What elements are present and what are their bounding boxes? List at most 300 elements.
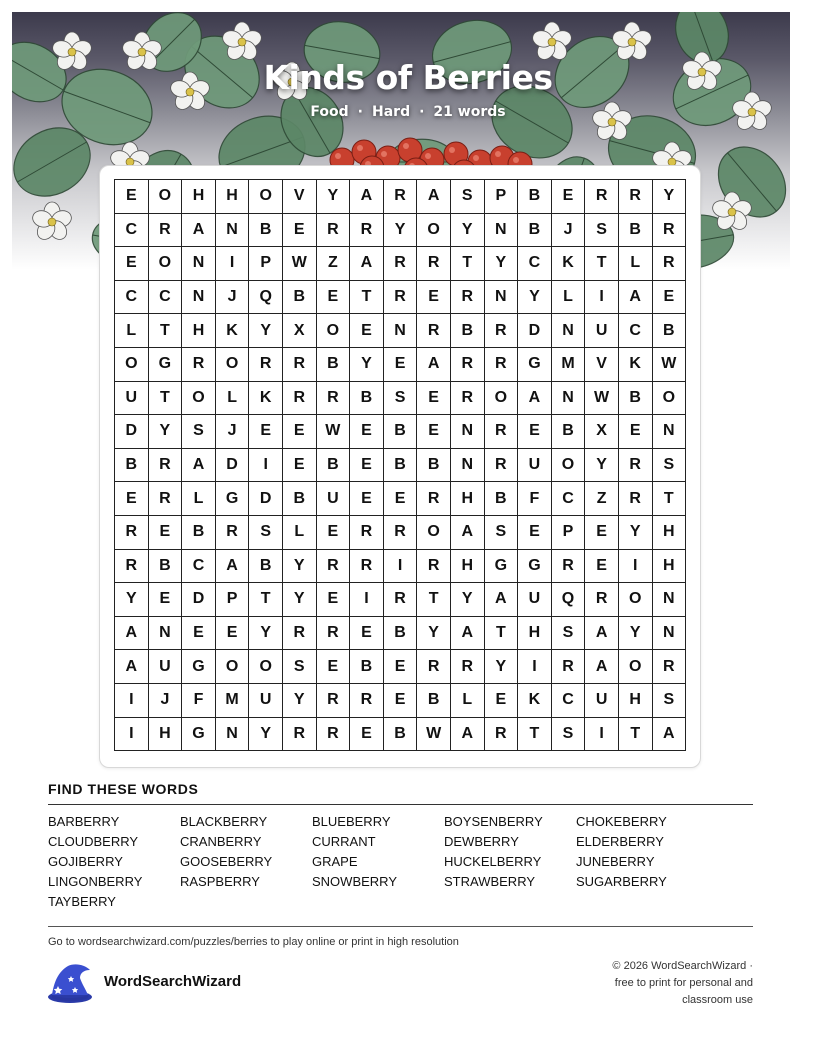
grid-cell: E — [417, 415, 451, 449]
grid-cell: A — [417, 180, 451, 214]
grid-cell: A — [518, 382, 552, 416]
grid-cell: E — [317, 583, 351, 617]
word-list-item: HUCKELBERRY — [444, 854, 542, 869]
grid-cell: R — [317, 382, 351, 416]
grid-cell: I — [115, 684, 149, 718]
grid-cell: Z — [317, 247, 351, 281]
grid-cell: E — [417, 281, 451, 315]
grid-cell: R — [115, 550, 149, 584]
brand-name: WordSearchWizard — [104, 973, 242, 990]
grid-cell: W — [283, 247, 317, 281]
grid-cell: B — [317, 348, 351, 382]
grid-cell: P — [216, 583, 250, 617]
grid-cell: Z — [585, 482, 619, 516]
word-list-item: CURRANT — [312, 834, 376, 849]
grid-cell: A — [417, 348, 451, 382]
grid-cell: K — [518, 684, 552, 718]
grid-cell: N — [485, 281, 519, 315]
grid-cell: O — [485, 382, 519, 416]
grid-cell: R — [384, 247, 418, 281]
grid-cell: O — [149, 180, 183, 214]
grid-cell: G — [216, 482, 250, 516]
grid-cell: Y — [249, 617, 283, 651]
grid-cell: D — [249, 482, 283, 516]
grid-cell: Y — [249, 718, 283, 752]
letter-grid — [114, 179, 686, 751]
grid-cell: I — [619, 550, 653, 584]
grid-cell: P — [552, 516, 586, 550]
grid-cell: O — [417, 214, 451, 248]
grid-cell: J — [552, 214, 586, 248]
grid-cell: E — [182, 617, 216, 651]
grid-cell: N — [451, 415, 485, 449]
grid-cell: E — [350, 617, 384, 651]
grid-cell: Y — [249, 314, 283, 348]
grid-cell: R — [384, 516, 418, 550]
grid-cell: R — [350, 550, 384, 584]
grid-cell: R — [653, 214, 687, 248]
grid-cell: L — [619, 247, 653, 281]
grid-cell: G — [518, 348, 552, 382]
grid-cell: O — [619, 650, 653, 684]
grid-cell: B — [451, 314, 485, 348]
grid-cell: I — [249, 449, 283, 483]
grid-cell: O — [653, 382, 687, 416]
grid-cell: D — [182, 583, 216, 617]
grid-cell: J — [216, 281, 250, 315]
grid-cell: K — [249, 382, 283, 416]
grid-cell: X — [283, 314, 317, 348]
grid-cell: R — [451, 382, 485, 416]
grid-cell: B — [485, 482, 519, 516]
grid-cell: U — [585, 684, 619, 718]
grid-cell: B — [417, 684, 451, 718]
grid-cell: H — [451, 482, 485, 516]
grid-cell: B — [182, 516, 216, 550]
grid-cell: A — [350, 247, 384, 281]
word-count-label: 21 words — [433, 104, 506, 120]
word-list-item: BLACKBERRY — [180, 814, 268, 829]
grid-cell: E — [518, 516, 552, 550]
grid-cell: E — [350, 449, 384, 483]
grid-cell: K — [619, 348, 653, 382]
grid-cell: H — [518, 617, 552, 651]
grid-cell: B — [249, 214, 283, 248]
grid-cell: Y — [653, 180, 687, 214]
word-list-item: BOYSENBERRY — [444, 814, 543, 829]
grid-cell: S — [552, 718, 586, 752]
grid-cell: Y — [283, 550, 317, 584]
grid-cell: R — [384, 583, 418, 617]
grid-cell: R — [619, 180, 653, 214]
category-label: Food — [310, 104, 349, 120]
grid-cell: C — [115, 281, 149, 315]
grid-cell: C — [552, 684, 586, 718]
grid-cell: O — [249, 180, 283, 214]
grid-cell: B — [317, 449, 351, 483]
grid-cell: E — [115, 482, 149, 516]
grid-cell: Y — [350, 348, 384, 382]
word-list-item: JUNEBERRY — [576, 854, 655, 869]
grid-cell: I — [585, 718, 619, 752]
meta-separator: · — [357, 104, 363, 120]
grid-cell: U — [317, 482, 351, 516]
grid-cell: B — [350, 650, 384, 684]
meta-separator: · — [419, 104, 425, 120]
grid-cell: A — [182, 449, 216, 483]
grid-cell: C — [619, 314, 653, 348]
grid-cell: E — [417, 382, 451, 416]
grid-cell: P — [485, 180, 519, 214]
grid-cell: Y — [451, 214, 485, 248]
word-list-item: RASPBERRY — [180, 874, 260, 889]
grid-cell: Y — [317, 180, 351, 214]
grid-cell: S — [653, 684, 687, 718]
grid-cell: W — [317, 415, 351, 449]
grid-cell: U — [518, 449, 552, 483]
grid-cell: M — [216, 684, 250, 718]
grid-cell: E — [249, 415, 283, 449]
grid-cell: O — [216, 650, 250, 684]
grid-cell: V — [585, 348, 619, 382]
grid-cell: Q — [249, 281, 283, 315]
grid-cell: T — [653, 482, 687, 516]
grid-cell: R — [384, 180, 418, 214]
grid-cell: G — [149, 348, 183, 382]
grid-cell: C — [149, 281, 183, 315]
grid-cell: R — [619, 482, 653, 516]
grid-cell: E — [149, 583, 183, 617]
grid-cell: O — [115, 348, 149, 382]
grid-cell: R — [653, 247, 687, 281]
grid-cell: J — [216, 415, 250, 449]
grid-cell: N — [149, 617, 183, 651]
grid-cell: U — [518, 583, 552, 617]
word-list-item: CRANBERRY — [180, 834, 262, 849]
grid-cell: O — [317, 314, 351, 348]
grid-cell: B — [384, 617, 418, 651]
grid-cell: R — [350, 516, 384, 550]
word-list-item: BARBERRY — [48, 814, 120, 829]
grid-cell: N — [485, 214, 519, 248]
grid-cell: E — [350, 314, 384, 348]
grid-cell: E — [518, 415, 552, 449]
grid-cell: S — [182, 415, 216, 449]
grid-cell: B — [619, 214, 653, 248]
grid-cell: Y — [283, 684, 317, 718]
word-list-item: CHOKEBERRY — [576, 814, 667, 829]
grid-cell: Y — [619, 516, 653, 550]
grid-cell: T — [417, 583, 451, 617]
grid-cell: A — [115, 650, 149, 684]
grid-cell: N — [216, 718, 250, 752]
grid-cell: R — [283, 382, 317, 416]
grid-cell: C — [182, 550, 216, 584]
grid-cell: L — [283, 516, 317, 550]
page-title: Kinds of Berries — [263, 58, 553, 97]
grid-cell: R — [283, 348, 317, 382]
grid-cell: T — [350, 281, 384, 315]
grid-cell: G — [518, 550, 552, 584]
grid-cell: R — [417, 550, 451, 584]
grid-cell: G — [182, 650, 216, 684]
grid-cell: R — [149, 214, 183, 248]
grid-cell: D — [115, 415, 149, 449]
grid-cell: E — [115, 180, 149, 214]
word-list-item: TAYBERRY — [48, 894, 116, 909]
grid-cell: B — [283, 482, 317, 516]
grid-cell: E — [384, 348, 418, 382]
grid-cell: S — [384, 382, 418, 416]
grid-cell: R — [485, 718, 519, 752]
grid-cell: E — [350, 415, 384, 449]
grid-cell: T — [149, 314, 183, 348]
difficulty-label: Hard — [372, 104, 411, 120]
grid-cell: Y — [619, 617, 653, 651]
grid-cell: A — [585, 650, 619, 684]
grid-cell: B — [653, 314, 687, 348]
grid-cell: Y — [283, 583, 317, 617]
grid-cell: T — [451, 247, 485, 281]
grid-cell: R — [451, 281, 485, 315]
grid-cell: I — [384, 550, 418, 584]
grid-cell: O — [249, 650, 283, 684]
grid-cell: R — [350, 684, 384, 718]
grid-cell: U — [115, 382, 149, 416]
grid-cell: R — [485, 415, 519, 449]
grid-cell: S — [451, 180, 485, 214]
grid-cell: R — [417, 247, 451, 281]
grid-cell: R — [317, 550, 351, 584]
grid-cell: R — [417, 314, 451, 348]
grid-cell: B — [384, 718, 418, 752]
copyright-line: © 2026 WordSearchWizard · — [612, 960, 753, 972]
grid-cell: R — [619, 449, 653, 483]
grid-cell: N — [384, 314, 418, 348]
grid-cell: R — [451, 650, 485, 684]
divider — [48, 926, 753, 927]
grid-cell: I — [585, 281, 619, 315]
grid-cell: I — [518, 650, 552, 684]
word-list-item: GOJIBERRY — [48, 854, 123, 869]
grid-cell: R — [485, 449, 519, 483]
grid-cell: L — [552, 281, 586, 315]
grid-cell: R — [317, 684, 351, 718]
grid-cell: N — [653, 583, 687, 617]
copyright-line: free to print for personal and — [614, 977, 753, 989]
grid-cell: E — [384, 650, 418, 684]
grid-cell: A — [451, 617, 485, 651]
grid-cell: R — [384, 281, 418, 315]
grid-cell: A — [485, 583, 519, 617]
grid-cell: H — [619, 684, 653, 718]
grid-cell: Y — [115, 583, 149, 617]
grid-cell: N — [182, 247, 216, 281]
grid-cell: E — [384, 482, 418, 516]
grid-cell: E — [283, 415, 317, 449]
grid-cell: Y — [384, 214, 418, 248]
grid-cell: H — [653, 550, 687, 584]
grid-cell: V — [283, 180, 317, 214]
grid-cell: R — [552, 650, 586, 684]
grid-cell: R — [653, 650, 687, 684]
grid-cell: I — [350, 583, 384, 617]
grid-cell: C — [552, 482, 586, 516]
grid-cell: B — [552, 415, 586, 449]
grid-cell: R — [317, 214, 351, 248]
grid-cell: B — [518, 180, 552, 214]
grid-cell: E — [585, 516, 619, 550]
grid-cell: K — [216, 314, 250, 348]
grid-cell: Y — [451, 583, 485, 617]
word-list-item: ELDERBERRY — [576, 834, 664, 849]
grid-cell: E — [485, 684, 519, 718]
grid-cell: L — [115, 314, 149, 348]
grid-cell: S — [653, 449, 687, 483]
grid-cell: N — [552, 314, 586, 348]
grid-cell: R — [317, 617, 351, 651]
copyright-line: classroom use — [682, 994, 753, 1006]
divider — [48, 804, 753, 805]
grid-cell: T — [518, 718, 552, 752]
grid-cell: K — [552, 247, 586, 281]
grid-cell: A — [451, 516, 485, 550]
grid-cell: U — [249, 684, 283, 718]
flower-icon — [31, 202, 74, 243]
grid-cell: E — [350, 482, 384, 516]
grid-cell: B — [384, 449, 418, 483]
grid-cell: E — [216, 617, 250, 651]
grid-cell: F — [518, 482, 552, 516]
grid-cell: P — [249, 247, 283, 281]
grid-cell: E — [317, 516, 351, 550]
grid-cell: R — [552, 550, 586, 584]
grid-cell: Y — [417, 617, 451, 651]
grid-cell: R — [283, 718, 317, 752]
grid-cell: B — [115, 449, 149, 483]
grid-cell: A — [585, 617, 619, 651]
grid-cell: L — [216, 382, 250, 416]
grid-cell: O — [552, 449, 586, 483]
grid-cell: I — [115, 718, 149, 752]
grid-cell: X — [585, 415, 619, 449]
grid-cell: T — [249, 583, 283, 617]
grid-cell: N — [653, 617, 687, 651]
grid-cell: B — [283, 281, 317, 315]
grid-cell: Y — [518, 281, 552, 315]
copyright-notice — [553, 958, 753, 1009]
grid-cell: Q — [552, 583, 586, 617]
grid-cell: B — [518, 214, 552, 248]
grid-cell: A — [216, 550, 250, 584]
word-list — [48, 812, 753, 912]
grid-cell: R — [585, 180, 619, 214]
grid-cell: C — [115, 214, 149, 248]
grid-cell: G — [182, 718, 216, 752]
grid-cell: D — [216, 449, 250, 483]
word-list-item: GRAPE — [312, 854, 358, 869]
grid-cell: S — [585, 214, 619, 248]
word-list-item: LINGONBERRY — [48, 874, 143, 889]
grid-cell: H — [653, 516, 687, 550]
grid-cell: E — [350, 718, 384, 752]
grid-cell: R — [485, 314, 519, 348]
grid-cell: R — [115, 516, 149, 550]
grid-cell: R — [283, 617, 317, 651]
word-list-item: SUGARBERRY — [576, 874, 667, 889]
grid-cell: R — [317, 718, 351, 752]
grid-cell: O — [417, 516, 451, 550]
grid-cell: U — [585, 314, 619, 348]
grid-cell: R — [182, 348, 216, 382]
grid-cell: E — [283, 214, 317, 248]
play-online-note: Go to wordsearchwizard.com/puzzles/berries to play online or print in high resolution — [48, 936, 459, 948]
grid-cell: T — [149, 382, 183, 416]
grid-cell: S — [283, 650, 317, 684]
grid-cell: E — [585, 550, 619, 584]
grid-cell: E — [283, 449, 317, 483]
grid-cell: H — [182, 314, 216, 348]
grid-cell: R — [350, 214, 384, 248]
grid-cell: E — [653, 281, 687, 315]
grid-cell: Y — [485, 247, 519, 281]
grid-cell: R — [216, 516, 250, 550]
grid-cell: A — [182, 214, 216, 248]
grid-cell: I — [216, 247, 250, 281]
grid-cell: S — [552, 617, 586, 651]
grid-cell: G — [485, 550, 519, 584]
leaf-icon — [705, 134, 790, 231]
word-list-item: CLOUDBERRY — [48, 834, 139, 849]
grid-cell: M — [552, 348, 586, 382]
grid-cell: T — [619, 718, 653, 752]
grid-cell: H — [182, 180, 216, 214]
grid-cell: Y — [149, 415, 183, 449]
grid-cell: E — [115, 247, 149, 281]
grid-cell: S — [485, 516, 519, 550]
word-list-item: DEWBERRY — [444, 834, 519, 849]
grid-cell: W — [585, 382, 619, 416]
grid-cell: N — [216, 214, 250, 248]
grid-cell: R — [149, 482, 183, 516]
word-list-heading: FIND THESE WORDS — [48, 781, 199, 797]
grid-cell: B — [384, 415, 418, 449]
grid-cell: T — [585, 247, 619, 281]
grid-cell: E — [149, 516, 183, 550]
grid-cell: N — [653, 415, 687, 449]
word-list-item: GOOSEBERRY — [180, 854, 273, 869]
grid-cell: B — [417, 449, 451, 483]
grid-cell: A — [451, 718, 485, 752]
grid-cell: E — [317, 650, 351, 684]
grid-cell: C — [518, 247, 552, 281]
grid-cell: A — [350, 180, 384, 214]
grid-cell: B — [249, 550, 283, 584]
grid-cell: R — [417, 650, 451, 684]
grid-cell: N — [451, 449, 485, 483]
grid-cell: S — [249, 516, 283, 550]
grid-cell: R — [585, 583, 619, 617]
grid-cell: O — [216, 348, 250, 382]
grid-cell: U — [149, 650, 183, 684]
grid-cell: H — [149, 718, 183, 752]
grid-cell: O — [149, 247, 183, 281]
grid-cell: W — [417, 718, 451, 752]
word-list-item: BLUEBERRY — [312, 814, 391, 829]
grid-cell: B — [149, 550, 183, 584]
grid-cell: R — [417, 482, 451, 516]
grid-cell: E — [552, 180, 586, 214]
